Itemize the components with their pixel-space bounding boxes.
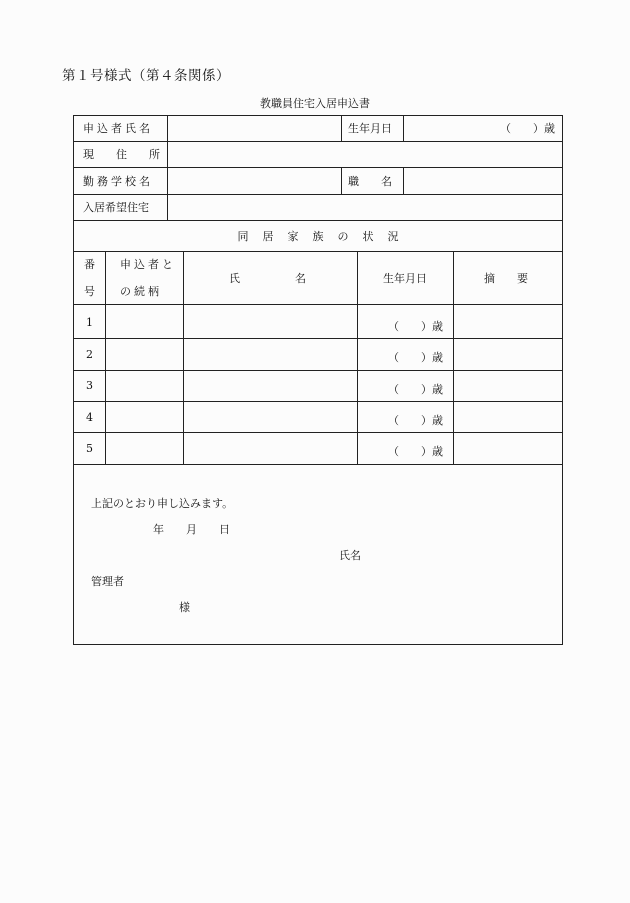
family-row-number: 2 — [86, 348, 93, 361]
header-relation-top: 申込者と — [120, 258, 176, 271]
row-divider — [74, 432, 562, 433]
row-divider — [74, 464, 562, 465]
header-relation-bottom: の続柄 — [120, 285, 162, 298]
row-divider — [74, 220, 562, 221]
family-row-age: （ ）歳 — [388, 445, 443, 458]
row-divider — [74, 167, 562, 168]
desired-housing-label: 入居希望住宅 — [83, 201, 149, 214]
family-row-age: （ ）歳 — [388, 414, 443, 427]
family-section-title: 同居家族の状況 — [237, 230, 413, 243]
header-birth-date: 生年月日 — [383, 272, 427, 285]
family-row-number: 1 — [86, 316, 93, 329]
applicant-age-field: （ ）歳 — [500, 122, 555, 135]
birth-date-label: 生年月日 — [348, 122, 392, 135]
row-divider — [74, 338, 562, 339]
signature-label: 氏名 — [339, 549, 361, 562]
row-divider — [74, 141, 562, 142]
header-number-bottom: 号 — [84, 285, 95, 298]
form-number-label: 第１号様式（第４条関係） — [62, 68, 230, 84]
application-form-frame — [73, 115, 563, 645]
column-divider — [167, 116, 168, 220]
declaration-statement: 上記のとおり申し込みます。 — [91, 497, 234, 510]
column-divider — [183, 251, 184, 464]
honorific-label: 様 — [179, 601, 190, 614]
document-title: 教職員住宅入居申込書 — [260, 97, 370, 110]
column-divider — [357, 251, 358, 464]
applicant-name-label: 申込者氏名 — [83, 122, 153, 135]
column-divider — [341, 167, 342, 194]
addressee-label: 管理者 — [91, 575, 124, 588]
header-remarks: 摘 要 — [484, 272, 528, 285]
family-row-age: （ ）歳 — [388, 383, 443, 396]
job-title-label: 職 名 — [348, 175, 392, 188]
application-date: 年 月 日 — [153, 523, 230, 536]
column-divider — [453, 251, 454, 464]
row-divider — [74, 194, 562, 195]
row-divider — [74, 370, 562, 371]
header-number-top: 番 — [84, 258, 95, 271]
row-divider — [74, 304, 562, 305]
family-row-age: （ ）歳 — [388, 320, 443, 333]
family-row-number: 5 — [86, 442, 93, 455]
column-divider — [105, 251, 106, 464]
row-divider — [74, 251, 562, 252]
column-divider — [403, 167, 404, 194]
column-divider — [403, 116, 404, 141]
family-row-number: 4 — [86, 411, 93, 424]
header-name: 氏 名 — [229, 272, 306, 285]
family-row-age: （ ）歳 — [388, 351, 443, 364]
family-row-number: 3 — [86, 379, 93, 392]
column-divider — [341, 116, 342, 141]
row-divider — [74, 401, 562, 402]
school-name-label: 勤務学校名 — [83, 175, 153, 188]
current-address-label: 現 住 所 — [83, 148, 160, 161]
